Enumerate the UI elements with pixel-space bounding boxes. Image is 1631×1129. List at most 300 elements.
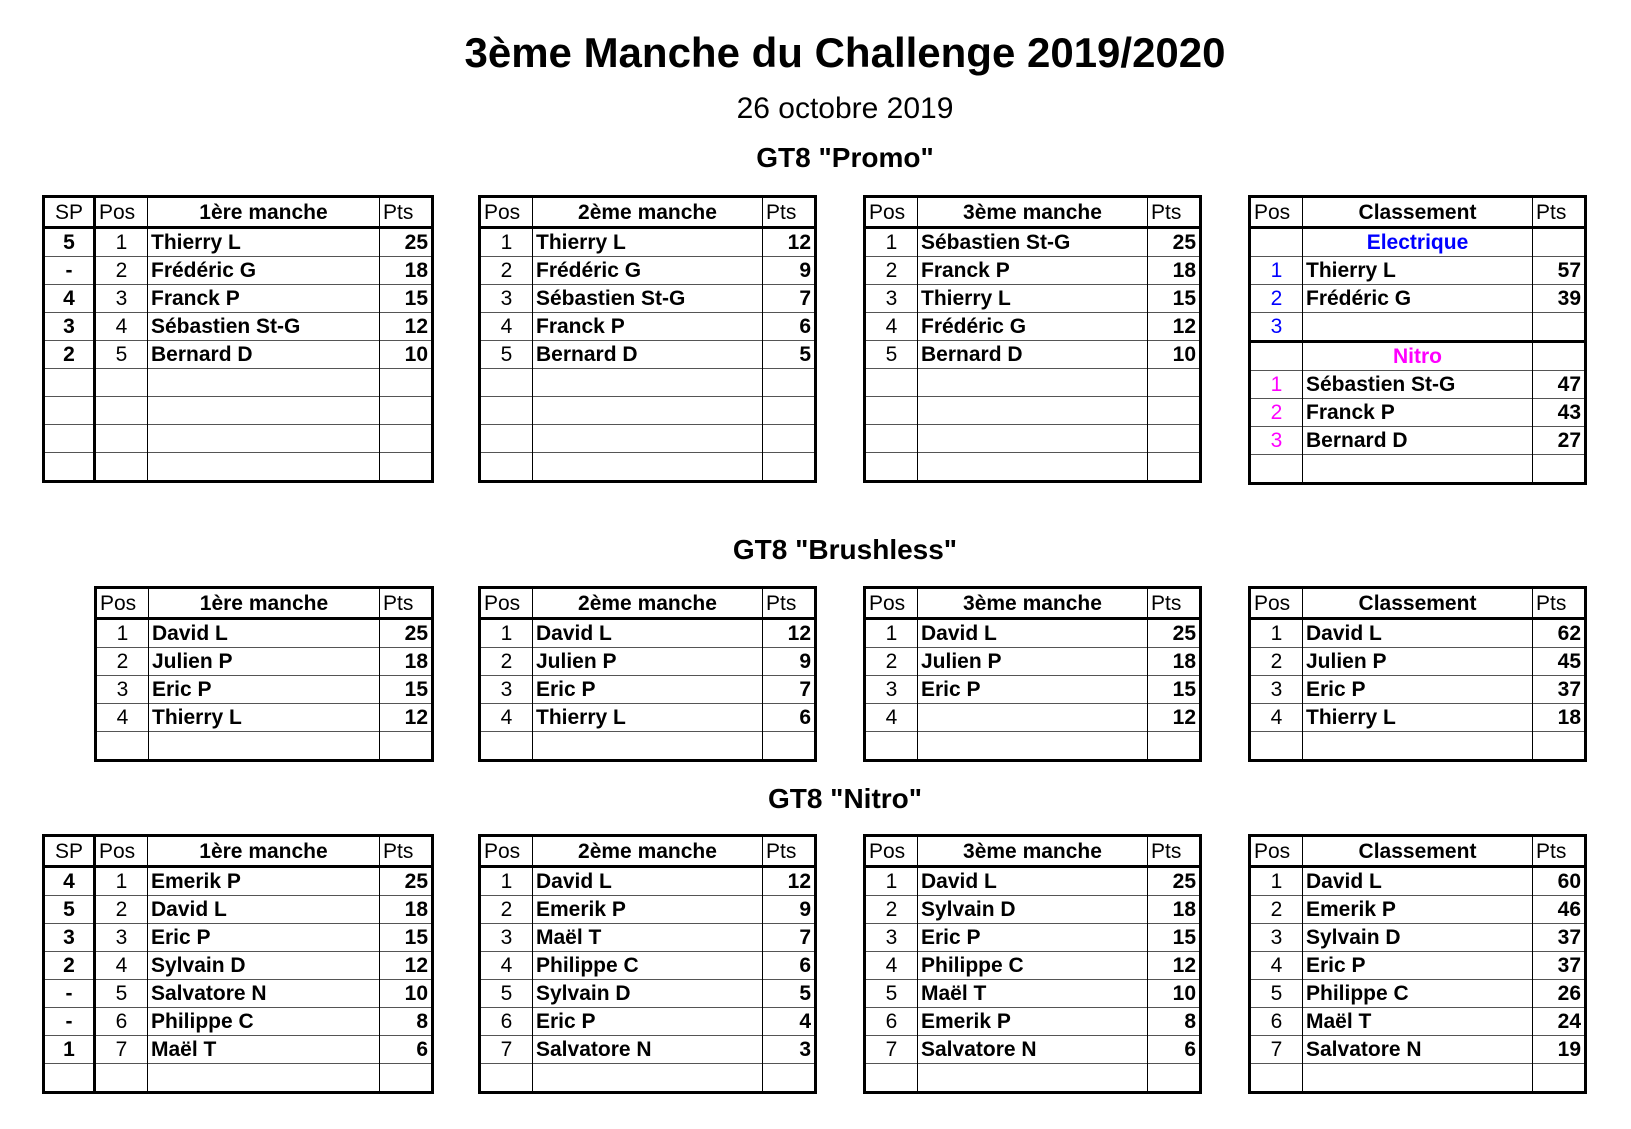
pos-cell: 2	[1250, 896, 1303, 924]
event-date: 26 octobre 2019	[736, 92, 954, 125]
pilot-name: Bernard D	[533, 341, 763, 369]
table-row	[480, 285, 816, 313]
points-cell: 12	[763, 228, 816, 257]
header-pos: Pos	[480, 588, 533, 619]
empty-row	[865, 453, 1201, 482]
table-row	[96, 648, 433, 676]
table-row	[480, 867, 816, 896]
points-cell: 12	[380, 704, 433, 732]
header-pos: Pos	[1250, 588, 1303, 619]
table-row	[480, 313, 816, 341]
pilot-name: Salvatore N	[533, 1036, 763, 1064]
points-cell: 5	[763, 980, 816, 1008]
pilot-name: Eric P	[149, 676, 380, 704]
sp-cell: 1	[44, 1036, 95, 1064]
pos-cell: 3	[480, 285, 533, 313]
pilot-name: Eric P	[918, 924, 1148, 952]
points-cell: 15	[1148, 676, 1201, 704]
pilot-name: Eric P	[1303, 676, 1533, 704]
header-pts: Pts	[763, 588, 816, 619]
sp-cell: 4	[44, 867, 95, 896]
pilot-name: Franck P	[1303, 399, 1533, 427]
points-cell: 25	[1148, 867, 1201, 896]
table-row	[480, 924, 816, 952]
pilot-name: Eric P	[148, 924, 380, 952]
table-row	[1250, 867, 1586, 896]
table-row	[1250, 676, 1586, 704]
pilot-name: Thierry L	[149, 704, 380, 732]
table-row	[865, 924, 1201, 952]
header-pos: Pos	[1250, 197, 1303, 228]
empty-row	[865, 732, 1201, 761]
empty-row	[480, 1064, 816, 1093]
pilot-name: David L	[918, 619, 1148, 648]
points-cell: 9	[763, 257, 816, 285]
pos-cell: 4	[865, 704, 918, 732]
table-row	[480, 257, 816, 285]
table-row	[1250, 1036, 1586, 1064]
pos-cell: 4	[1250, 704, 1303, 732]
header-pts: Pts	[380, 197, 433, 228]
pilot-name: Emerik P	[918, 1008, 1148, 1036]
points-cell: 12	[1148, 313, 1201, 341]
pos-cell: 2	[865, 896, 918, 924]
brushless-classement-table	[1248, 586, 1587, 762]
table-row	[480, 1036, 816, 1064]
pilot-name: Thierry L	[918, 285, 1148, 313]
empty-row	[480, 397, 816, 425]
points-cell: 4	[763, 1008, 816, 1036]
table-row	[1250, 399, 1586, 427]
pilot-name	[1303, 313, 1533, 342]
pos-cell: 3	[95, 285, 148, 313]
pilot-name: Thierry L	[1303, 257, 1533, 285]
pilot-name: Frédéric G	[148, 257, 380, 285]
table-row	[480, 228, 816, 257]
pilot-name: Sébastien St-G	[533, 285, 763, 313]
points-cell: 25	[1148, 228, 1201, 257]
table-row	[44, 980, 433, 1008]
pilot-name: Julien P	[149, 648, 380, 676]
points-cell: 12	[763, 867, 816, 896]
points-cell: 15	[380, 285, 433, 313]
pos-cell: 1	[480, 228, 533, 257]
pilot-name: Bernard D	[1303, 427, 1533, 455]
points-cell: 12	[1148, 704, 1201, 732]
empty-row	[1250, 1064, 1586, 1093]
points-cell: 3	[763, 1036, 816, 1064]
table-row	[1250, 704, 1586, 732]
table-row	[480, 676, 816, 704]
pos-cell: 3	[865, 676, 918, 704]
table-row	[96, 704, 433, 732]
pilot-name: Bernard D	[148, 341, 380, 369]
category-nitro-label: Nitro	[1303, 342, 1533, 371]
points-cell: 18	[380, 648, 433, 676]
pos-cell: 4	[95, 313, 148, 341]
empty-row	[44, 1064, 433, 1093]
table-row	[480, 648, 816, 676]
pilot-name: Thierry L	[148, 228, 380, 257]
pilot-name: Salvatore N	[148, 980, 380, 1008]
points-cell: 18	[1148, 257, 1201, 285]
sp-cell: 3	[44, 924, 95, 952]
header-pos: Pos	[480, 836, 533, 867]
pos-cell: 2	[480, 257, 533, 285]
pilot-name: Sylvain D	[1303, 924, 1533, 952]
header-pts: Pts	[1533, 588, 1586, 619]
table-row	[1250, 980, 1586, 1008]
pilot-name: Sébastien St-G	[918, 228, 1148, 257]
points-cell: 57	[1533, 257, 1586, 285]
table-row	[96, 676, 433, 704]
nitro-manche1-table	[42, 834, 434, 1094]
table-row	[96, 619, 433, 648]
table-row	[44, 341, 433, 369]
header-pos: Pos	[96, 588, 149, 619]
empty-row	[865, 369, 1201, 397]
table-row	[865, 285, 1201, 313]
pos-cell: 3	[480, 924, 533, 952]
pos-cell: 5	[865, 341, 918, 369]
points-cell: 18	[380, 257, 433, 285]
pos-cell: 2	[480, 896, 533, 924]
pilot-name: Eric P	[918, 676, 1148, 704]
points-cell: 12	[763, 619, 816, 648]
table-row	[865, 257, 1201, 285]
table-row	[1250, 371, 1586, 399]
pos-cell: 6	[865, 1008, 918, 1036]
table-row	[865, 676, 1201, 704]
table-row	[44, 924, 433, 952]
pos-cell: 2	[480, 648, 533, 676]
points-cell: 7	[763, 924, 816, 952]
points-cell: 60	[1533, 867, 1586, 896]
pos-cell: 4	[480, 952, 533, 980]
pos-cell: 7	[95, 1036, 148, 1064]
pilot-name: David L	[1303, 867, 1533, 896]
table-row	[480, 1008, 816, 1036]
pos-cell: 6	[95, 1008, 148, 1036]
pos-cell: 3	[865, 924, 918, 952]
empty-row	[865, 397, 1201, 425]
header-pos: Pos	[865, 588, 918, 619]
table-row	[1250, 648, 1586, 676]
points-cell: 6	[1148, 1036, 1201, 1064]
table-row	[480, 341, 816, 369]
pos-cell: 1	[95, 867, 148, 896]
header-pos: Pos	[95, 836, 148, 867]
pilot-name: Philippe C	[533, 952, 763, 980]
sp-cell: 2	[44, 341, 95, 369]
pos-cell: 2	[865, 257, 918, 285]
pos-cell: 6	[480, 1008, 533, 1036]
pos-cell: 3	[1250, 313, 1303, 342]
header-classement: Classement	[1303, 197, 1533, 228]
pilot-name: Salvatore N	[918, 1036, 1148, 1064]
brushless-manche2-table	[478, 586, 817, 762]
pos-cell: 5	[95, 980, 148, 1008]
pos-cell: 2	[95, 257, 148, 285]
pilot-name: David L	[148, 896, 380, 924]
table-row	[1250, 924, 1586, 952]
pos-cell: 2	[1250, 648, 1303, 676]
table-row	[44, 867, 433, 896]
header-race: 2ème manche	[533, 588, 763, 619]
points-cell: 18	[380, 896, 433, 924]
table-row	[1250, 285, 1586, 313]
points-cell: 5	[763, 341, 816, 369]
table-row	[865, 313, 1201, 341]
pos-cell: 1	[480, 619, 533, 648]
pilot-name: Eric P	[533, 1008, 763, 1036]
pilot-name: Sébastien St-G	[1303, 371, 1533, 399]
table-row	[865, 1036, 1201, 1064]
table-row	[1250, 1008, 1586, 1036]
table-row	[865, 648, 1201, 676]
header-race: 1ère manche	[148, 197, 380, 228]
pilot-name: Frédéric G	[533, 257, 763, 285]
empty-row	[480, 425, 816, 453]
pilot-name: David L	[533, 867, 763, 896]
pilot-name: Philippe C	[918, 952, 1148, 980]
table-row	[865, 704, 1201, 732]
header-pts: Pts	[763, 197, 816, 228]
pos-cell: 2	[96, 648, 149, 676]
pos-cell: 3	[1250, 676, 1303, 704]
points-cell: 37	[1533, 924, 1586, 952]
pilot-name: Bernard D	[918, 341, 1148, 369]
table-row	[480, 980, 816, 1008]
points-cell: 7	[763, 676, 816, 704]
points-cell: 26	[1533, 980, 1586, 1008]
section-title-nitro: GT8 "Nitro"	[767, 783, 923, 814]
points-cell: 39	[1533, 285, 1586, 313]
header-pts: Pts	[1148, 836, 1201, 867]
pos-cell: 5	[480, 980, 533, 1008]
pilot-name: Franck P	[533, 313, 763, 341]
pos-cell: 4	[865, 952, 918, 980]
header-pts: Pts	[380, 836, 433, 867]
pos-cell: 1	[865, 867, 918, 896]
table-row	[865, 1008, 1201, 1036]
section-title-brushless: GT8 "Brushless"	[732, 534, 958, 565]
header-race: 2ème manche	[533, 836, 763, 867]
table-row	[865, 980, 1201, 1008]
pilot-name: Julien P	[1303, 648, 1533, 676]
pos-cell: 4	[95, 952, 148, 980]
pos-cell: 2	[865, 648, 918, 676]
promo-manche2-table	[478, 195, 817, 483]
points-cell: 18	[1148, 648, 1201, 676]
header-race: 1ère manche	[149, 588, 380, 619]
pos-cell: 4	[480, 313, 533, 341]
points-cell: 25	[380, 867, 433, 896]
points-cell: 15	[380, 676, 433, 704]
sp-cell: 5	[44, 896, 95, 924]
header-pos: Pos	[480, 197, 533, 228]
empty-row	[480, 453, 816, 482]
table-row	[44, 896, 433, 924]
header-race: 3ème manche	[918, 588, 1148, 619]
section-title-promo: GT8 "Promo"	[756, 142, 934, 173]
promo-manche1-table	[42, 195, 434, 483]
header-race: 3ème manche	[918, 197, 1148, 228]
table-row	[865, 952, 1201, 980]
points-cell	[1533, 313, 1586, 342]
pos-cell: 5	[95, 341, 148, 369]
header-race: 2ème manche	[533, 197, 763, 228]
table-row	[1250, 896, 1586, 924]
header-classement: Classement	[1303, 836, 1533, 867]
table-row	[44, 313, 433, 341]
points-cell: 12	[1148, 952, 1201, 980]
pilot-name: Salvatore N	[1303, 1036, 1533, 1064]
points-cell: 45	[1533, 648, 1586, 676]
points-cell: 10	[380, 980, 433, 1008]
empty-row	[44, 453, 433, 482]
promo-classement-table	[1248, 195, 1587, 485]
pos-cell: 1	[95, 228, 148, 257]
points-cell: 10	[1148, 341, 1201, 369]
points-cell: 10	[380, 341, 433, 369]
points-cell: 9	[763, 648, 816, 676]
table-row	[865, 896, 1201, 924]
empty-row	[865, 1064, 1201, 1093]
pilot-name: Franck P	[148, 285, 380, 313]
points-cell: 8	[380, 1008, 433, 1036]
sp-cell: -	[44, 980, 95, 1008]
page-title: 3ème Manche du Challenge 2019/2020	[464, 29, 1226, 76]
pos-cell: 3	[95, 924, 148, 952]
points-cell: 19	[1533, 1036, 1586, 1064]
pilot-name: Maël T	[918, 980, 1148, 1008]
points-cell: 25	[1148, 619, 1201, 648]
sp-cell: -	[44, 257, 95, 285]
points-cell: 27	[1533, 427, 1586, 455]
points-cell: 6	[763, 313, 816, 341]
points-cell: 6	[763, 952, 816, 980]
pilot-name: Maël T	[533, 924, 763, 952]
pos-cell: 1	[1250, 257, 1303, 285]
table-row	[44, 228, 433, 257]
table-row	[44, 257, 433, 285]
table-row	[44, 952, 433, 980]
pilot-name: David L	[533, 619, 763, 648]
table-row	[1250, 619, 1586, 648]
points-cell: 15	[1148, 924, 1201, 952]
pos-cell: 2	[95, 896, 148, 924]
table-row	[1250, 952, 1586, 980]
table-row	[480, 896, 816, 924]
pos-cell: 1	[1250, 867, 1303, 896]
pos-cell: 4	[865, 313, 918, 341]
pilot-name: Julien P	[533, 648, 763, 676]
sp-cell: 5	[44, 228, 95, 257]
pos-cell: 4	[1250, 952, 1303, 980]
points-cell: 18	[1533, 704, 1586, 732]
pilot-name: Maël T	[148, 1036, 380, 1064]
table-row	[44, 1008, 433, 1036]
header-pos: Pos	[95, 197, 148, 228]
brushless-manche1-table	[94, 586, 434, 762]
empty-row	[44, 397, 433, 425]
pos-cell: 3	[480, 676, 533, 704]
pilot-name: Franck P	[918, 257, 1148, 285]
points-cell: 9	[763, 896, 816, 924]
category-row	[1250, 342, 1586, 371]
table-row	[44, 1036, 433, 1064]
points-cell: 18	[1148, 896, 1201, 924]
table-row	[865, 619, 1201, 648]
pilot-name: Sylvain D	[533, 980, 763, 1008]
pilot-name: Philippe C	[148, 1008, 380, 1036]
points-cell: 15	[1148, 285, 1201, 313]
pos-cell: 5	[480, 341, 533, 369]
sp-cell: 4	[44, 285, 95, 313]
header-pos: Pos	[1250, 836, 1303, 867]
table-row	[480, 952, 816, 980]
pilot-name: Emerik P	[533, 896, 763, 924]
pos-cell: 7	[865, 1036, 918, 1064]
points-cell: 25	[380, 228, 433, 257]
empty-row	[480, 732, 816, 761]
points-cell: 12	[380, 313, 433, 341]
points-cell: 46	[1533, 896, 1586, 924]
nitro-classement-table	[1248, 834, 1587, 1094]
pilot-name: Julien P	[918, 648, 1148, 676]
table-row	[865, 228, 1201, 257]
table-row	[480, 619, 816, 648]
pilot-name: David L	[918, 867, 1148, 896]
header-race: 3ème manche	[918, 836, 1148, 867]
pos-cell: 1	[865, 619, 918, 648]
header-pts: Pts	[1533, 836, 1586, 867]
brushless-manche3-table	[863, 586, 1202, 762]
header-classement: Classement	[1303, 588, 1533, 619]
nitro-manche2-table	[478, 834, 817, 1094]
pilot-name: Philippe C	[1303, 980, 1533, 1008]
empty-row	[96, 732, 433, 761]
pos-cell: 1	[865, 228, 918, 257]
header-pts: Pts	[380, 588, 433, 619]
points-cell: 43	[1533, 399, 1586, 427]
empty-row	[480, 369, 816, 397]
header-sp: SP	[44, 197, 95, 228]
pilot-name: Thierry L	[533, 704, 763, 732]
pos-cell: 7	[1250, 1036, 1303, 1064]
sp-cell: -	[44, 1008, 95, 1036]
pilot-name: Sébastien St-G	[148, 313, 380, 341]
pilot-name: Emerik P	[1303, 896, 1533, 924]
pos-cell: 3	[96, 676, 149, 704]
pos-cell: 5	[865, 980, 918, 1008]
promo-manche3-table	[863, 195, 1202, 483]
nitro-manche3-table	[863, 834, 1202, 1094]
table-row	[865, 867, 1201, 896]
table-row	[44, 285, 433, 313]
pos-cell: 5	[1250, 980, 1303, 1008]
header-sp: SP	[44, 836, 95, 867]
header-race: 1ère manche	[148, 836, 380, 867]
pos-cell: 1	[1250, 619, 1303, 648]
points-cell: 37	[1533, 952, 1586, 980]
header-pos: Pos	[865, 197, 918, 228]
empty-row	[865, 425, 1201, 453]
header-pos: Pos	[865, 836, 918, 867]
points-cell: 25	[380, 619, 433, 648]
points-cell: 15	[380, 924, 433, 952]
